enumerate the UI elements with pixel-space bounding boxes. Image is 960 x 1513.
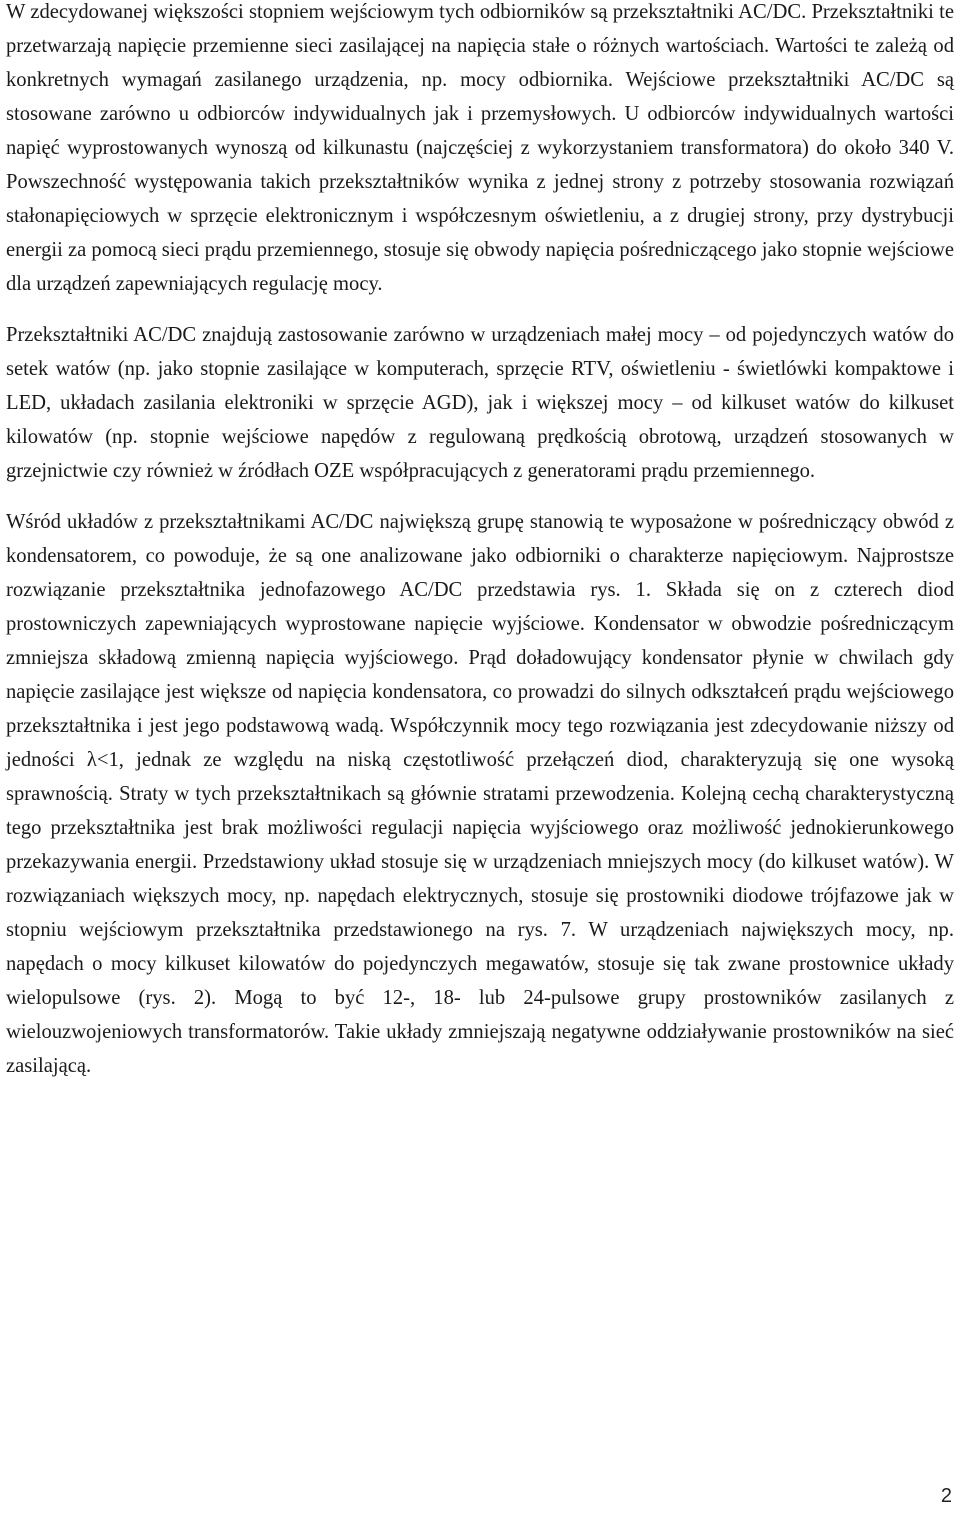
paragraph-ac-dc-input-stages: W zdecydowanej większości stopniem wejściowym tych odbiorników są przekształtniki AC/DC. Przekształtniki te przetwarzają napięcie przemienne sieci zasilającej na napięcia stałe o różnych wartościach. Wartości te zależą od konkretnych wymagań zasilanego urządzenia, np. mocy odbiornika. Wejściowe przekształtniki AC/DC są stosowane zarówno u odbiorców indywidualnych jak i przemysłowych. U odbiorców indywidualnych wartości napięć wyprostowanych wynoszą od kilkunastu (najczęściej z wykorzystaniem transformatora) do około 340 V. Powszechność występowania takich przekształtników wynika z jednej strony z potrzeby stosowania rozwiązań stałonapięciowych w sprzęcie elektronicznym i współczesnym oświetleniu, a z drugiej strony, przy dystrybucji energii za pomocą sieci prądu przemiennego, stosuje się obwody napięcia pośredniczącego jako stopnie wejściowe dla urządzeń zapewniających regulację mocy. bbox=[6, 1, 954, 295]
paragraph-ac-dc-applications: Przekształtniki AC/DC znajdują zastosowanie zarówno w urządzeniach małej mocy – od pojedynczych watów do setek watów (np. jako stopnie zasilające w komputerach, sprzęcie RTV, oświetleniu - świetlówki kompaktowe i LED, układach zasilania elektroniki w sprzęcie AGD), jak i większej mocy – od kilkuset watów do kilkuset kilowatów (np. stopnie wejściowe napędów z regulowaną prędkością obrotową, urządzeń stosowanych w grzejnictwie czy również w źródłach OZE współpracujących z generatorami prądu przemiennego. bbox=[6, 324, 954, 482]
paragraph-rectifier-circuits: Wśród układów z przekształtnikami AC/DC największą grupę stanowią te wyposażone w pośredniczący obwód z kondensatorem, co powoduje, że są one analizowane jako odbiorniki o charakterze napięciowym. Najprostsze rozwiązanie przekształtnika jednofazowego AC/DC przedstawia rys. 1. Składa się on z czterech diod prostowniczych zapewniających wyprostowane napięcie wyjściowe. Kondensator w obwodzie pośredniczącym zmniejsza składową zmienną napięcia wyjściowego. Prąd doładowujący kondensator płynie w chwilach gdy napięcie zasilające jest większe od napięcia kondensatora, co prowadzi do silnych odkształceń prądu wejściowego przekształtnika i jest jego podstawową wadą. Współczynnik mocy tego rozwiązania jest zdecydowanie niższy od jedności λ<1, jednak ze względu na niską częstotliwość przełączeń diod, charakteryzują się one wysoką sprawnością. Straty w tych przekształtnikach są głównie stratami przewodzenia. Kolejną cechą charakterystyczną tego przekształtnika jest brak możliwości regulacji napięcia wyjściowego oraz możliwość jednokierunkowego przekazywania energii. Przedstawiony układ stosuje się w urządzeniach mniejszych mocy (do kilkuset watów). W rozwiązaniach większych mocy, np. napędach elektrycznych, stosuje się prostowniki diodowe trójfazowe jak w stopniu wejściowym przekształtnika przedstawionego na rys. 7. W urządzeniach największych mocy, np. napędach o mocy kilkuset kilowatów do pojedynczych megawatów, stosuje się tak zwane prostownice układy wielopulsowe (rys. 2). Mogą to być 12-, 18- lub 24-pulsowe grupy prostowników zasilanych z wielouzwojeniowych transformatorów. Takie układy zmniejszają negatywne oddziaływanie prostowników na sieć zasilającą. bbox=[6, 511, 954, 1077]
page-number: 2 bbox=[940, 1485, 952, 1507]
